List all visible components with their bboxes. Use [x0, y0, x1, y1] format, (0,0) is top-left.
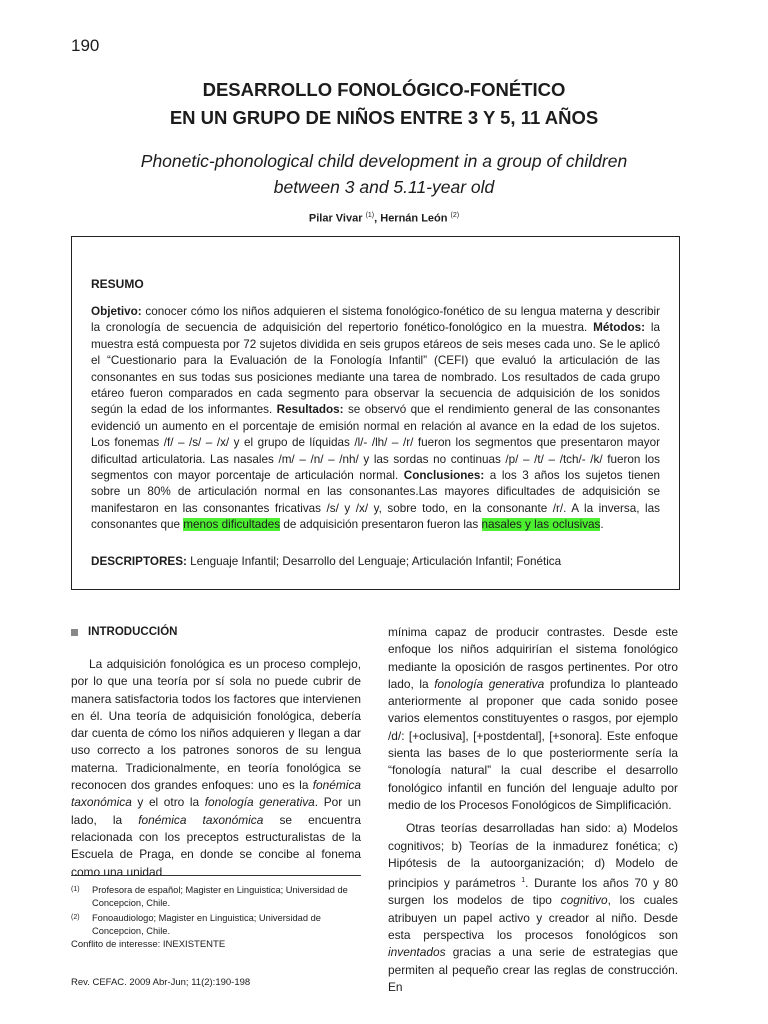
intro-text: Otras teorías desarrolladas han sido: a) Modelos cognitivos; b) Teorías de la inmadurez fonética; c) Hipótesis de la autoorganización; d) Modelo de principios y parámetros [388, 821, 678, 891]
subtitle-line-1: Phonetic-phonological child development in a group of children [140, 151, 628, 171]
intro-text: , los cuales atribuyen un papel activo y creador al niño. Desde esta perspectiva los procesos fonológicos son [388, 893, 678, 943]
section-heading-text: INTRODUCCIÓN [88, 626, 178, 638]
subtitle-line-2: between 3 and 5.11-year old [273, 177, 495, 197]
footnote-1 [71, 884, 361, 910]
title-line-2: EN UN GRUPO DE NIÑOS ENTRE 3 Y 5, 11 AÑOS [169, 107, 599, 128]
intro-paragraph-1-continued [388, 624, 678, 814]
intro-text: y el otro la [131, 795, 205, 810]
authors [40, 212, 728, 225]
page-number: 190 [71, 36, 100, 55]
article-title [40, 76, 728, 132]
intro-text: mínima capaz de producir contrastes. Desde este enfoque los niños adquirirían el sistema fonológico mediante la oposición de rasgos pertinentes. Por otro lado, la [388, 625, 678, 691]
resultados-text: se observó que el rendimiento general de las consonantes evidenció un aumento en el porcentaje de emisión normal en relación al avance en la edad de los sujetos. Los fonemas /f/ – /s/ – /x/ y el grupo de líquidas /l/- /lh/ – /r/ fueron los segmentos que presentaron mayor dificultad articulatoria. Las nasales /m/ – /n/ – /nh/ y las sordas no continuas /p/ – /t/ – /tch/- /k/ fueron los segmentos con mayor porcentaje de articulación normal. [91, 403, 660, 483]
intro-italic: inventados [388, 945, 446, 960]
footnote-1-mark: (1) [71, 886, 80, 893]
left-column [71, 656, 361, 881]
footnote-2-mark: (2) [71, 914, 80, 921]
intro-text: profundiza lo planteado anteriormente al proponer que cada sonido posee varios elementos constituyentes o rasgos, por ejemplo /d/: [+oclusiva], [+postdental], [+sonora]. Este enfoque sienta las bases de lo que posteriormente sería la “fonología natural” la cual describe el desarrollo fonológico infantil en función del lenguaje adulto por medio de los Procesos Fonológicos de Simplificación. [388, 676, 679, 812]
metodos-label: Métodos: [593, 321, 646, 335]
author-2: Hernán León [380, 212, 448, 225]
title-line-1: DESARROLLO FONOLÓGICO-FONÉTICO [202, 79, 566, 100]
article-subtitle [40, 148, 728, 200]
descriptores-text: Lenguaje Infantil; Desarrollo del Lenguaje; Articulación Infantil; Fonética [186, 555, 562, 568]
abstract-text [91, 304, 660, 534]
intro-italic: fonémica taxonómica [138, 812, 264, 827]
reference-marker: 1 [521, 877, 526, 885]
descriptores-label: DESCRIPTORES: [91, 555, 187, 568]
footnote-1-text: Profesora de español; Magister en Linguistica; Universidad de Concepcion, Chile. [92, 885, 348, 908]
intro-text: se encuentra relacionada con los preceptos estructuralistas de la Escuela de Praga, en donde se concibe al fonema como una unidad [71, 812, 361, 879]
objetivo-text: conocer cómo los niños adquieren el sistema fonológico-fonético de su lengua materna y describir la cronología de secuencia de adquisición del repertorio fonético-fonológico en la muestra. [91, 305, 660, 335]
metodos-text: la muestra está compuesta por 72 sujetos dividida en seis grupos etáreos de seis meses cada uno. Se le aplicó el “Cuestionario para la Evaluación de la Fonología Infantil” (CEFI) que evaluó la articulación de las consonantes en sus todas sus posiciones mediante una tarea de nombrado. Los resultados de cada grupo etáreo fueron comparados en cada segmento para observar la secuencia de adquisición de los sonidos según la edad de los informantes. [91, 321, 660, 417]
footnote-rule [71, 875, 361, 876]
abstract-mid-text: de adquisición presentaron fueron las [280, 518, 482, 532]
journal-footer: Rev. CEFAC. 2009 Abr-Jun; 11(2):190-198 [71, 977, 251, 988]
objetivo-label: Objetivo: [91, 305, 142, 318]
footnote-2 [71, 912, 361, 938]
abstract-heading: RESUMO [91, 277, 144, 291]
conclusiones-label: Conclusiones: [403, 469, 485, 483]
author-separator: , [374, 212, 381, 225]
highlight-nasales-oclusivas: nasales y las oclusivas [481, 518, 601, 532]
resultados-label: Resultados: [276, 403, 344, 417]
conclusiones-text: a los 3 años los sujetos tienen sobre un 80% de articulación normal en las consonantes.Las mayores dificultades de adquisición se manifestaron en las consonantes fricativas /s/ y /x/ y, sobre todo, en la consonante /r/. A la inversa, las consonantes que [91, 469, 660, 532]
intro-text: gracias a una serie de estrategias que permiten al pequeño crear las reglas de construcción. En [388, 945, 678, 994]
square-bullet-icon [71, 629, 78, 636]
author-1-mark: (1) [365, 212, 375, 219]
author-1: Pilar Vivar [308, 212, 363, 225]
intro-paragraph-1 [71, 656, 361, 881]
footnote-2-text: Fonoaudiologo; Magister en Linguistica; Universidad de Concepcion, Chile. [92, 913, 321, 936]
conflict-of-interest: Conflito de interesse: INEXISTENTE [71, 939, 226, 950]
abstract-end-text: . [600, 518, 604, 532]
intro-text: La adquisición fonológica es un proceso complejo, por lo que una teoría por sí sola no puede cubrir de manera satisfactoria todos los factores que intervienen en él. Una teoría de adquisición fonológica, debería dar cuenta de cómo los niños adquieren y llegan a dar uso correcto a los patrones sonoros de su lengua materna. Tradicionalmente, en teoría fonológica se reconocen dos grandes enfoques: uno es la [71, 657, 361, 793]
intro-text: . Durante los años 70 y 80 surgen los modelos de tipo [388, 876, 678, 908]
intro-paragraph-2 [388, 820, 678, 996]
highlight-menos-dificultades: menos dificultades [183, 518, 281, 532]
section-heading [71, 626, 177, 638]
intro-italic: fonología generativa [204, 795, 315, 810]
intro-italic: cognitivo [560, 893, 608, 908]
intro-text: . Por un lado, la [71, 795, 362, 827]
intro-italic: fonémica taxonómica [71, 778, 361, 810]
descriptores [91, 555, 660, 568]
author-2-mark: (2) [450, 212, 460, 219]
intro-italic: fonología generativa [434, 676, 545, 691]
right-column [388, 624, 678, 996]
